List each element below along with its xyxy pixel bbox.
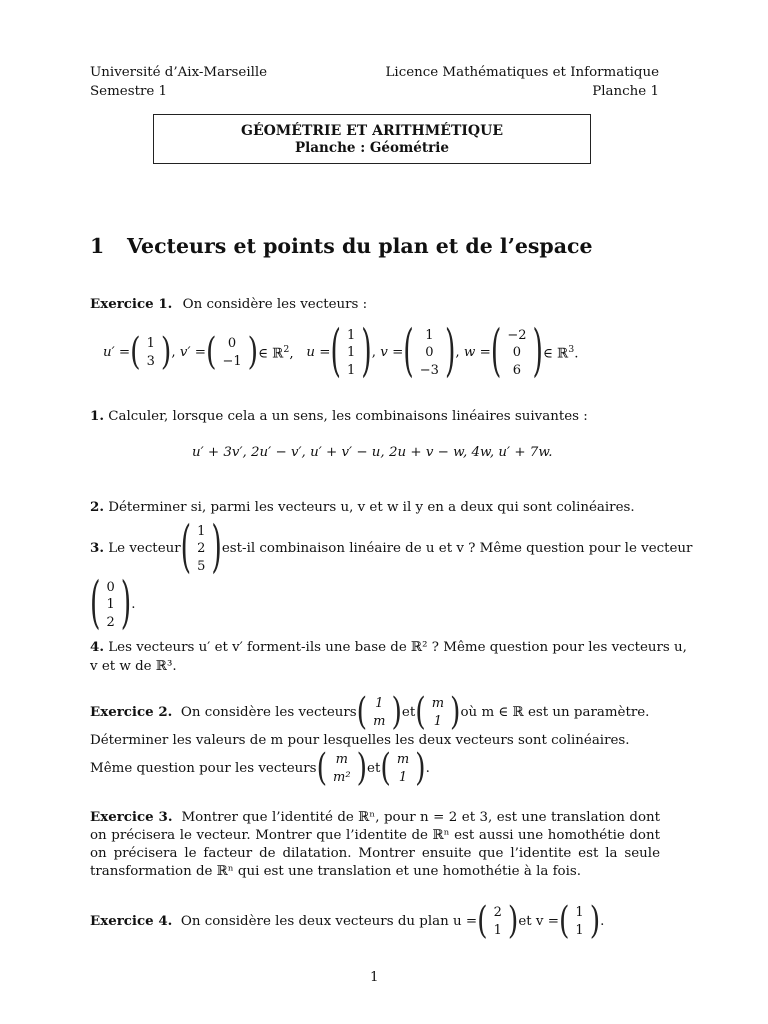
exercise-2-line-3: Même question pour les vecteurs ( m m² ) et ( m 1 ) . — [90, 746, 430, 790]
vector-125: ( 1 2 5 ) — [180, 514, 222, 580]
vector-u-ex4: ( 2 1 ) — [477, 899, 519, 943]
exercise-2-line-2: Déterminer les valeurs de m pour lesquelles les deux vecteurs sont colinéaires. — [90, 733, 630, 748]
page-number: 1 — [370, 970, 379, 985]
vector-1-m: ( 1 m ) — [356, 690, 402, 734]
exercise-1-question-4-cont: v et w de ℝ³. — [90, 659, 177, 674]
vector-m-1-b: ( m 1 ) — [380, 746, 426, 790]
header-university: Université d’Aix-Marseille — [90, 65, 268, 80]
exercise-3 — [90, 808, 660, 881]
document-title: GÉOMÉTRIE ET ARITHMÉTIQUE — [240, 123, 503, 139]
document-subtitle: Planche : Géométrie — [295, 140, 449, 157]
exercise-2-line-1: Exercice 2. On considère les vecteurs ( 1 m ) et ( m 1 ) où m ∈ ℝ est un paramètre. — [90, 690, 650, 734]
exercise-1-question-2: 2. Déterminer si, parmi les vecteurs u, v et w il y en a deux qui sont colinéaires. — [90, 499, 635, 515]
vector-u: ( 1 1 1 ) — [330, 318, 372, 384]
vector-v-prime: ( 0 −1 ) — [205, 330, 259, 374]
vector-w: ( −2 0 6 ) — [490, 318, 543, 384]
exercise-1-question-3: 3. Le vecteur ( 1 2 5 ) est-il combinaison linéaire de u et v ? Même question pour le vecteur — [90, 514, 693, 580]
vector-v: ( 1 0 −3 ) — [403, 318, 456, 384]
header-semester: Semestre 1 — [90, 84, 168, 99]
vector-u-prime: ( 1 3 ) — [130, 330, 172, 374]
section-title: Vecteurs et points du plan et de l’espace — [127, 234, 593, 258]
exercise-1-vectors: u′ = ( 1 3 ) , v′ = ( 0 −1 ) ∈ ℝ$^2$, u = ( 1 1 1 ) , v = ( 1 0 −3 ) , w = ( −2 0 6 ) ∈ ℝ$^3$. — [103, 318, 579, 384]
exercise-2-label: Exercice 2. — [90, 704, 173, 721]
exercise-1-intro-text: On considère les vecteurs : — [182, 297, 368, 312]
header-program: Licence Mathématiques et Informatique — [385, 65, 659, 80]
exercise-1-label: Exercice 1. — [90, 296, 173, 312]
section-number: 1 — [90, 234, 105, 258]
vector-012: ( 0 1 2 ) — [90, 570, 132, 636]
exercise-3-label: Exercice 3. — [90, 809, 173, 825]
exercise-1-question-3-vector: ( 0 1 2 ) . — [90, 570, 136, 636]
title-box — [153, 114, 591, 164]
vector-m-1: ( m 1 ) — [415, 690, 461, 734]
exercise-1-question-4: 4. Les vecteurs u′ et v′ forment-ils une base de ℝ² ? Même question pour les vecteurs u, — [90, 639, 687, 655]
exercise-3-text: Montrer que l’identité de ℝⁿ, pour n = 2 et 3, est une translation dont on précisera le vecteur. Montrer que l’identite de ℝⁿ est aussi une homothétie dont on précisera le facteur de dilatation. Montrer ensuite que l’identite est la seule transformation de ℝⁿ qui est une translation et une homothétie à la fois. — [90, 810, 661, 880]
exercise-4-label: Exercice 4. — [90, 913, 173, 930]
exercise-1-formula: u′ + 3v′, 2u′ − v′, u′ + v′ − u, 2u + v − w, 4w, u′ + 7w. — [192, 445, 553, 460]
exercise-1-question-1: 1. Calculer, lorsque cela a un sens, les combinaisons linéaires suivantes : — [90, 408, 588, 424]
vector-v-ex4: ( 1 1 ) — [558, 899, 601, 943]
header-sheet: Planche 1 — [592, 84, 659, 99]
exercise-1-intro — [90, 296, 367, 313]
exercise-4: Exercice 4. On considère les deux vecteurs du plan u = ( 2 1 ) et v = ( 1 1 ) . — [90, 899, 605, 943]
vector-m-m2: ( m m² ) — [316, 746, 368, 790]
